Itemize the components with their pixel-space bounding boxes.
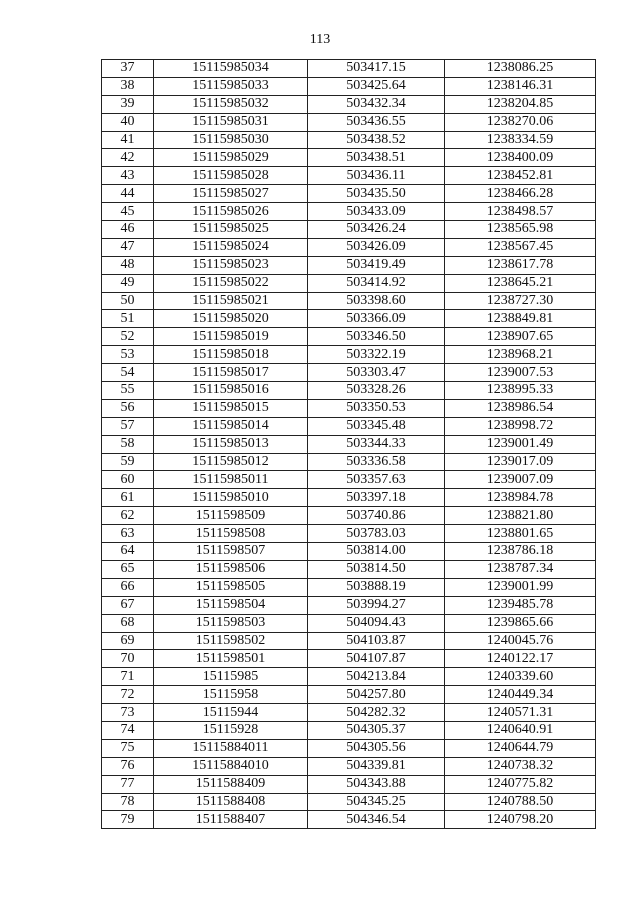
table-row (102, 399, 596, 417)
x-coordinate-cell: 503328.26 (308, 382, 445, 400)
x-coordinate-cell: 503435.50 (308, 185, 445, 203)
table-row (102, 185, 596, 203)
row-number-cell: 78 (102, 793, 154, 811)
point-id-cell: 15115985017 (154, 364, 308, 382)
y-coordinate-cell: 1238821.80 (445, 507, 596, 525)
row-number-cell: 40 (102, 113, 154, 131)
table-row (102, 775, 596, 793)
x-coordinate-cell: 503436.11 (308, 167, 445, 185)
table-row (102, 292, 596, 310)
table-row (102, 614, 596, 632)
x-coordinate-cell: 503346.50 (308, 328, 445, 346)
y-coordinate-cell: 1238786.18 (445, 543, 596, 561)
x-coordinate-cell: 503322.19 (308, 346, 445, 364)
x-coordinate-cell: 503419.49 (308, 256, 445, 274)
row-number-cell: 61 (102, 489, 154, 507)
x-coordinate-cell: 504345.25 (308, 793, 445, 811)
point-id-cell: 15115884011 (154, 739, 308, 757)
y-coordinate-cell: 1238567.45 (445, 238, 596, 256)
row-number-cell: 68 (102, 614, 154, 632)
row-number-cell: 54 (102, 364, 154, 382)
row-number-cell: 64 (102, 543, 154, 561)
row-number-cell: 51 (102, 310, 154, 328)
y-coordinate-cell: 1238400.09 (445, 149, 596, 167)
point-id-cell: 15115985018 (154, 346, 308, 364)
x-coordinate-cell: 503426.24 (308, 221, 445, 239)
y-coordinate-cell: 1239865.66 (445, 614, 596, 632)
table-row (102, 310, 596, 328)
point-id-cell: 1511598506 (154, 560, 308, 578)
y-coordinate-cell: 1238787.34 (445, 560, 596, 578)
table-row (102, 203, 596, 221)
table-row (102, 167, 596, 185)
row-number-cell: 47 (102, 238, 154, 256)
table-row (102, 471, 596, 489)
table-row (102, 435, 596, 453)
point-id-cell: 15115985010 (154, 489, 308, 507)
y-coordinate-cell: 1238498.57 (445, 203, 596, 221)
x-coordinate-cell: 504343.88 (308, 775, 445, 793)
table-row (102, 686, 596, 704)
row-number-cell: 72 (102, 686, 154, 704)
row-number-cell: 77 (102, 775, 154, 793)
row-number-cell: 41 (102, 131, 154, 149)
point-id-cell: 1511598505 (154, 578, 308, 596)
y-coordinate-cell: 1238270.06 (445, 113, 596, 131)
row-number-cell: 37 (102, 60, 154, 78)
y-coordinate-cell: 1238565.98 (445, 221, 596, 239)
point-id-cell: 15115985026 (154, 203, 308, 221)
point-id-cell: 1511588407 (154, 811, 308, 829)
y-coordinate-cell: 1240122.17 (445, 650, 596, 668)
row-number-cell: 74 (102, 721, 154, 739)
y-coordinate-cell: 1240798.20 (445, 811, 596, 829)
x-coordinate-cell: 503425.64 (308, 77, 445, 95)
row-number-cell: 38 (102, 77, 154, 95)
row-number-cell: 45 (102, 203, 154, 221)
point-id-cell: 1511598509 (154, 507, 308, 525)
table-row (102, 811, 596, 829)
x-coordinate-cell: 504305.37 (308, 721, 445, 739)
x-coordinate-cell: 504282.32 (308, 704, 445, 722)
point-id-cell: 15115985019 (154, 328, 308, 346)
row-number-cell: 48 (102, 256, 154, 274)
row-number-cell: 60 (102, 471, 154, 489)
row-number-cell: 73 (102, 704, 154, 722)
y-coordinate-cell: 1240339.60 (445, 668, 596, 686)
row-number-cell: 50 (102, 292, 154, 310)
y-coordinate-cell: 1238998.72 (445, 417, 596, 435)
row-number-cell: 69 (102, 632, 154, 650)
row-number-cell: 44 (102, 185, 154, 203)
y-coordinate-cell: 1238452.81 (445, 167, 596, 185)
y-coordinate-cell: 1240775.82 (445, 775, 596, 793)
x-coordinate-cell: 504346.54 (308, 811, 445, 829)
x-coordinate-cell: 503888.19 (308, 578, 445, 596)
row-number-cell: 65 (102, 560, 154, 578)
point-id-cell: 15115944 (154, 704, 308, 722)
table-row (102, 453, 596, 471)
point-id-cell: 1511598501 (154, 650, 308, 668)
y-coordinate-cell: 1238849.81 (445, 310, 596, 328)
row-number-cell: 58 (102, 435, 154, 453)
row-number-cell: 39 (102, 95, 154, 113)
table-row (102, 346, 596, 364)
x-coordinate-cell: 503432.34 (308, 95, 445, 113)
x-coordinate-cell: 503436.55 (308, 113, 445, 131)
y-coordinate-cell: 1238645.21 (445, 274, 596, 292)
point-id-cell: 15115985024 (154, 238, 308, 256)
y-coordinate-cell: 1239007.53 (445, 364, 596, 382)
coordinate-table (101, 59, 596, 829)
y-coordinate-cell: 1238986.54 (445, 399, 596, 417)
row-number-cell: 43 (102, 167, 154, 185)
row-number-cell: 76 (102, 757, 154, 775)
x-coordinate-cell: 503366.09 (308, 310, 445, 328)
point-id-cell: 1511588409 (154, 775, 308, 793)
row-number-cell: 75 (102, 739, 154, 757)
table-row (102, 221, 596, 239)
y-coordinate-cell: 1238204.85 (445, 95, 596, 113)
y-coordinate-cell: 1239001.49 (445, 435, 596, 453)
y-coordinate-cell: 1238907.65 (445, 328, 596, 346)
point-id-cell: 1511598503 (154, 614, 308, 632)
point-id-cell: 15115985027 (154, 185, 308, 203)
point-id-cell: 15115985032 (154, 95, 308, 113)
x-coordinate-cell: 504107.87 (308, 650, 445, 668)
x-coordinate-cell: 503433.09 (308, 203, 445, 221)
x-coordinate-cell: 503417.15 (308, 60, 445, 78)
table-row (102, 507, 596, 525)
table-row (102, 238, 596, 256)
x-coordinate-cell: 503345.48 (308, 417, 445, 435)
y-coordinate-cell: 1239485.78 (445, 596, 596, 614)
x-coordinate-cell: 503398.60 (308, 292, 445, 310)
x-coordinate-cell: 503336.58 (308, 453, 445, 471)
row-number-cell: 67 (102, 596, 154, 614)
y-coordinate-cell: 1238995.33 (445, 382, 596, 400)
row-number-cell: 59 (102, 453, 154, 471)
y-coordinate-cell: 1240738.32 (445, 757, 596, 775)
x-coordinate-cell: 503414.92 (308, 274, 445, 292)
point-id-cell: 15115958 (154, 686, 308, 704)
x-coordinate-cell: 503783.03 (308, 525, 445, 543)
row-number-cell: 71 (102, 668, 154, 686)
table-row (102, 739, 596, 757)
x-coordinate-cell: 504257.80 (308, 686, 445, 704)
y-coordinate-cell: 1238984.78 (445, 489, 596, 507)
x-coordinate-cell: 504339.81 (308, 757, 445, 775)
y-coordinate-cell: 1238968.21 (445, 346, 596, 364)
point-id-cell: 15115985034 (154, 60, 308, 78)
row-number-cell: 57 (102, 417, 154, 435)
row-number-cell: 53 (102, 346, 154, 364)
point-id-cell: 15115985031 (154, 113, 308, 131)
row-number-cell: 63 (102, 525, 154, 543)
x-coordinate-cell: 503740.86 (308, 507, 445, 525)
y-coordinate-cell: 1238617.78 (445, 256, 596, 274)
table-row (102, 417, 596, 435)
point-id-cell: 15115985030 (154, 131, 308, 149)
table-row (102, 149, 596, 167)
table-row (102, 113, 596, 131)
point-id-cell: 15115985020 (154, 310, 308, 328)
table-row (102, 757, 596, 775)
x-coordinate-cell: 503397.18 (308, 489, 445, 507)
table-body (102, 60, 596, 829)
y-coordinate-cell: 1240449.34 (445, 686, 596, 704)
point-id-cell: 15115985013 (154, 435, 308, 453)
point-id-cell: 15115985014 (154, 417, 308, 435)
y-coordinate-cell: 1238727.30 (445, 292, 596, 310)
table-row (102, 364, 596, 382)
table-row (102, 650, 596, 668)
point-id-cell: 15115985016 (154, 382, 308, 400)
point-id-cell: 15115985028 (154, 167, 308, 185)
table-row (102, 274, 596, 292)
row-number-cell: 79 (102, 811, 154, 829)
row-number-cell: 52 (102, 328, 154, 346)
point-id-cell: 15115985011 (154, 471, 308, 489)
y-coordinate-cell: 1238334.59 (445, 131, 596, 149)
table-row (102, 382, 596, 400)
table-row (102, 793, 596, 811)
x-coordinate-cell: 504305.56 (308, 739, 445, 757)
point-id-cell: 15115985021 (154, 292, 308, 310)
table-row (102, 489, 596, 507)
table-row (102, 95, 596, 113)
row-number-cell: 42 (102, 149, 154, 167)
x-coordinate-cell: 503994.27 (308, 596, 445, 614)
row-number-cell: 66 (102, 578, 154, 596)
point-id-cell: 1511598508 (154, 525, 308, 543)
point-id-cell: 15115884010 (154, 757, 308, 775)
table-row (102, 560, 596, 578)
y-coordinate-cell: 1240045.76 (445, 632, 596, 650)
y-coordinate-cell: 1240788.50 (445, 793, 596, 811)
table-row (102, 328, 596, 346)
table-row (102, 131, 596, 149)
point-id-cell: 15115985023 (154, 256, 308, 274)
table-row (102, 543, 596, 561)
point-id-cell: 1511598502 (154, 632, 308, 650)
table-row (102, 60, 596, 78)
row-number-cell: 55 (102, 382, 154, 400)
table-row (102, 596, 596, 614)
point-id-cell: 15115985029 (154, 149, 308, 167)
y-coordinate-cell: 1239017.09 (445, 453, 596, 471)
table-row (102, 721, 596, 739)
y-coordinate-cell: 1240644.79 (445, 739, 596, 757)
x-coordinate-cell: 503303.47 (308, 364, 445, 382)
table-row (102, 77, 596, 95)
point-id-cell: 15115985033 (154, 77, 308, 95)
table-row (102, 632, 596, 650)
y-coordinate-cell: 1238086.25 (445, 60, 596, 78)
point-id-cell: 15115985022 (154, 274, 308, 292)
page-number: 113 (309, 32, 331, 47)
x-coordinate-cell: 503350.53 (308, 399, 445, 417)
row-number-cell: 62 (102, 507, 154, 525)
row-number-cell: 70 (102, 650, 154, 668)
y-coordinate-cell: 1239007.09 (445, 471, 596, 489)
y-coordinate-cell: 1238146.31 (445, 77, 596, 95)
point-id-cell: 1511598504 (154, 596, 308, 614)
table-row (102, 578, 596, 596)
table-row (102, 704, 596, 722)
point-id-cell: 15115985 (154, 668, 308, 686)
point-id-cell: 15115985012 (154, 453, 308, 471)
y-coordinate-cell: 1240571.31 (445, 704, 596, 722)
x-coordinate-cell: 504103.87 (308, 632, 445, 650)
y-coordinate-cell: 1240640.91 (445, 721, 596, 739)
row-number-cell: 46 (102, 221, 154, 239)
x-coordinate-cell: 503426.09 (308, 238, 445, 256)
point-id-cell: 15115928 (154, 721, 308, 739)
y-coordinate-cell: 1238801.65 (445, 525, 596, 543)
x-coordinate-cell: 503814.50 (308, 560, 445, 578)
row-number-cell: 49 (102, 274, 154, 292)
x-coordinate-cell: 504213.84 (308, 668, 445, 686)
y-coordinate-cell: 1239001.99 (445, 578, 596, 596)
x-coordinate-cell: 503438.52 (308, 131, 445, 149)
y-coordinate-cell: 1238466.28 (445, 185, 596, 203)
x-coordinate-cell: 503814.00 (308, 543, 445, 561)
x-coordinate-cell: 503344.33 (308, 435, 445, 453)
table-row (102, 256, 596, 274)
x-coordinate-cell: 503438.51 (308, 149, 445, 167)
table-row (102, 668, 596, 686)
point-id-cell: 15115985015 (154, 399, 308, 417)
row-number-cell: 56 (102, 399, 154, 417)
point-id-cell: 1511588408 (154, 793, 308, 811)
x-coordinate-cell: 503357.63 (308, 471, 445, 489)
point-id-cell: 1511598507 (154, 543, 308, 561)
point-id-cell: 15115985025 (154, 221, 308, 239)
table-row (102, 525, 596, 543)
x-coordinate-cell: 504094.43 (308, 614, 445, 632)
